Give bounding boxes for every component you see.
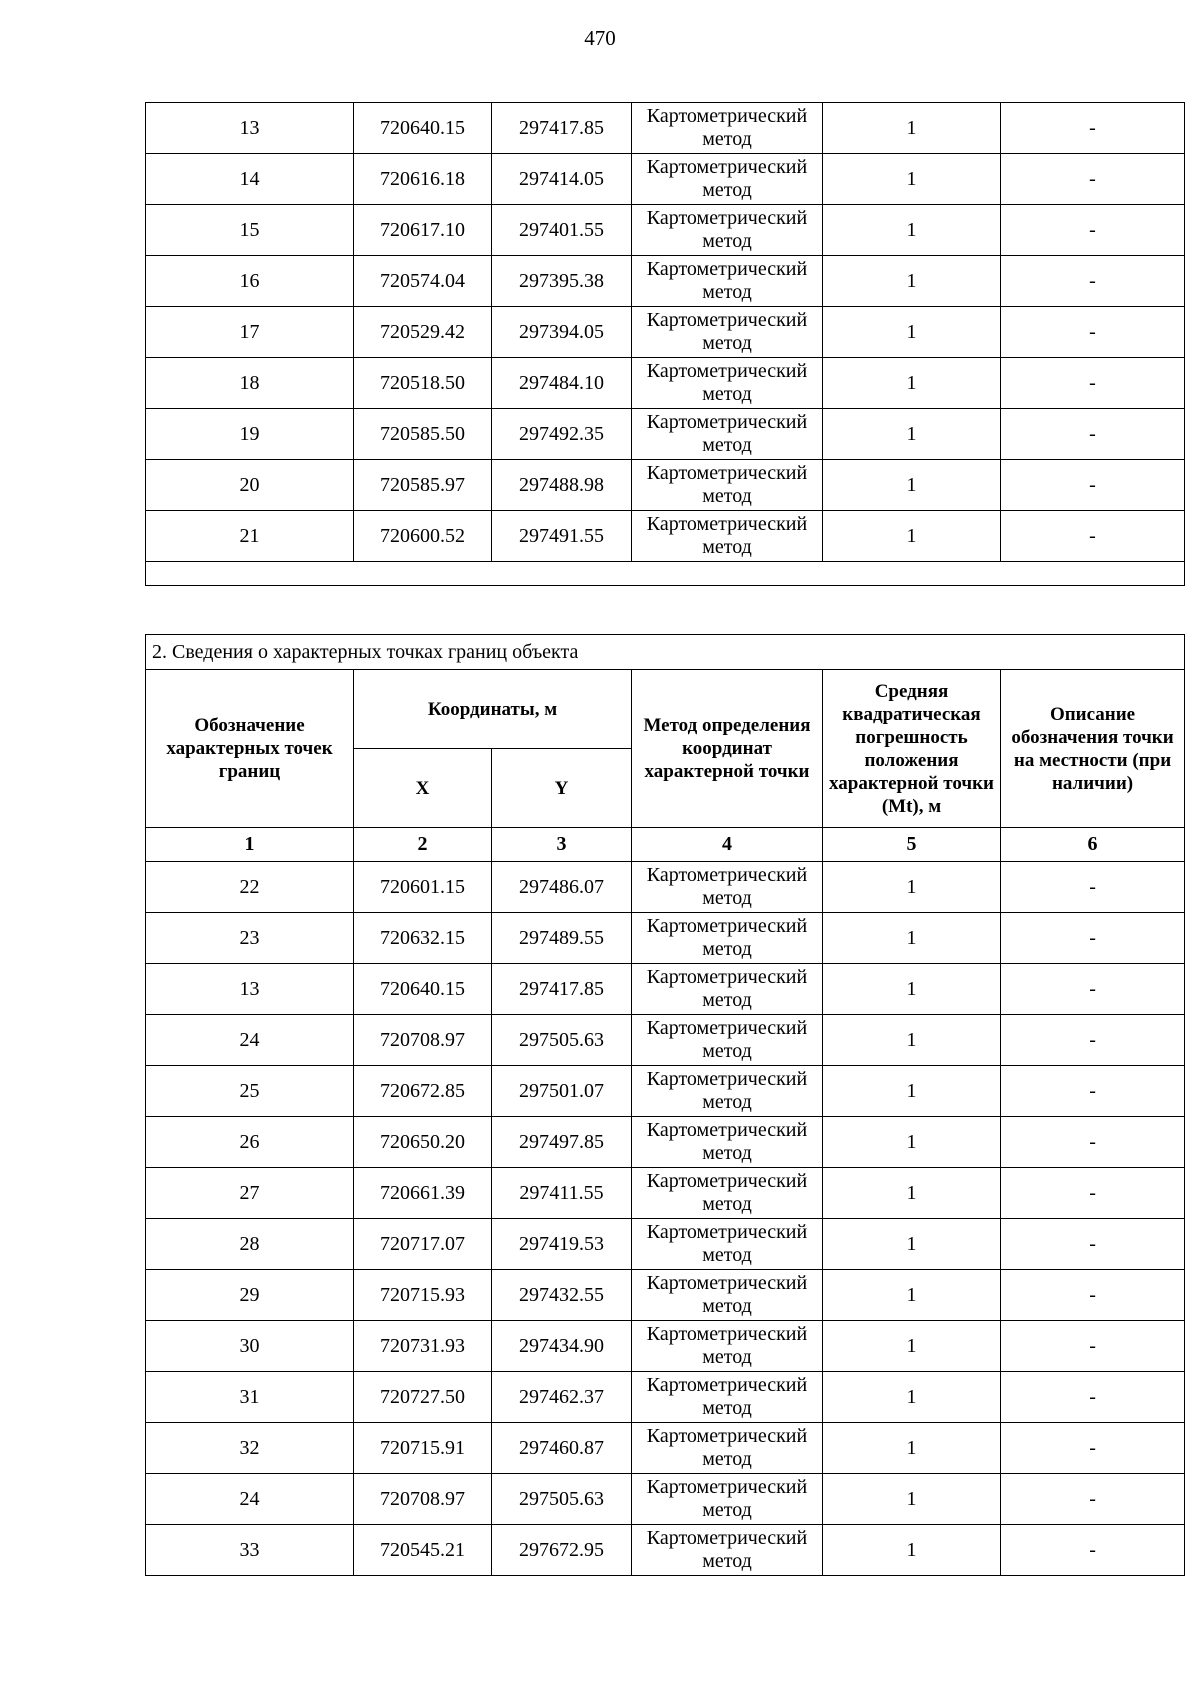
- cell-x: 720601.15: [354, 862, 492, 913]
- table-row: [146, 1066, 1185, 1117]
- cell-description: -: [1001, 964, 1185, 1015]
- cell-x: 720715.91: [354, 1423, 492, 1474]
- cell-description: -: [1001, 1474, 1185, 1525]
- table-row: [146, 1423, 1185, 1474]
- header-mt: Средняя квадратическая погрешность положения характерной точки (Mt), м: [823, 670, 1001, 828]
- cell-mt: 1: [823, 307, 1001, 358]
- table-row: [146, 1015, 1185, 1066]
- cell-method: Картометрический метод: [632, 1474, 823, 1525]
- cell-method: Картометрический метод: [632, 913, 823, 964]
- cell-y: 297414.05: [492, 154, 632, 205]
- cell-description: -: [1001, 1015, 1185, 1066]
- cell-method: Картометрический метод: [632, 1321, 823, 1372]
- cell-y: 297434.90: [492, 1321, 632, 1372]
- cell-point: 30: [146, 1321, 354, 1372]
- cell-x: 720585.50: [354, 409, 492, 460]
- column-number: 1: [146, 828, 354, 862]
- cell-x: 720616.18: [354, 154, 492, 205]
- cell-point: 24: [146, 1474, 354, 1525]
- cell-x: 720574.04: [354, 256, 492, 307]
- cell-y: 297505.63: [492, 1015, 632, 1066]
- cell-y: 297497.85: [492, 1117, 632, 1168]
- cell-x: 720585.97: [354, 460, 492, 511]
- cell-method: Картометрический метод: [632, 256, 823, 307]
- cell-x: 720640.15: [354, 964, 492, 1015]
- cell-method: Картометрический метод: [632, 511, 823, 562]
- cell-x: 720650.20: [354, 1117, 492, 1168]
- cell-x: 720617.10: [354, 205, 492, 256]
- cell-y: 297394.05: [492, 307, 632, 358]
- column-number: 6: [1001, 828, 1185, 862]
- cell-description: -: [1001, 1117, 1185, 1168]
- cell-method: Картометрический метод: [632, 460, 823, 511]
- cell-description: -: [1001, 154, 1185, 205]
- table-row: [146, 1270, 1185, 1321]
- cell-method: Картометрический метод: [632, 1219, 823, 1270]
- table-row: [146, 1372, 1185, 1423]
- empty-row: [146, 562, 1185, 586]
- cell-x: 720600.52: [354, 511, 492, 562]
- page-number: 470: [584, 26, 616, 50]
- cell-description: -: [1001, 1372, 1185, 1423]
- boundary-points-table: [145, 634, 1185, 1576]
- cell-mt: 1: [823, 862, 1001, 913]
- cell-description: -: [1001, 103, 1185, 154]
- cell-description: -: [1001, 1423, 1185, 1474]
- cell-point: 22: [146, 862, 354, 913]
- cell-mt: 1: [823, 1219, 1001, 1270]
- cell-point: 16: [146, 256, 354, 307]
- cell-method: Картометрический метод: [632, 1270, 823, 1321]
- cell-x: 720717.07: [354, 1219, 492, 1270]
- cell-x: 720661.39: [354, 1168, 492, 1219]
- cell-point: 28: [146, 1219, 354, 1270]
- cell-point: 21: [146, 511, 354, 562]
- cell-y: 297462.37: [492, 1372, 632, 1423]
- cell-mt: 1: [823, 1168, 1001, 1219]
- cell-mt: 1: [823, 964, 1001, 1015]
- cell-point: 20: [146, 460, 354, 511]
- cell-x: 720708.97: [354, 1474, 492, 1525]
- cell-point: 13: [146, 964, 354, 1015]
- cell-point: 32: [146, 1423, 354, 1474]
- section-title: 2. Сведения о характерных точках границ объекта: [146, 635, 1185, 670]
- table-row: [146, 1117, 1185, 1168]
- cell-y: 297460.87: [492, 1423, 632, 1474]
- cell-description: -: [1001, 205, 1185, 256]
- cell-y: 297419.53: [492, 1219, 632, 1270]
- column-number: 3: [492, 828, 632, 862]
- cell-x: 720731.93: [354, 1321, 492, 1372]
- cell-description: -: [1001, 913, 1185, 964]
- cell-mt: 1: [823, 154, 1001, 205]
- cell-mt: 1: [823, 1015, 1001, 1066]
- cell-mt: 1: [823, 409, 1001, 460]
- cell-y: 297488.98: [492, 460, 632, 511]
- cell-method: Картометрический метод: [632, 1117, 823, 1168]
- table-row: [146, 256, 1185, 307]
- table-row: [146, 1168, 1185, 1219]
- table-row: [146, 862, 1185, 913]
- cell-method: Картометрический метод: [632, 1372, 823, 1423]
- cell-x: 720632.15: [354, 913, 492, 964]
- table-row: [146, 1525, 1185, 1576]
- cell-y: 297492.35: [492, 409, 632, 460]
- cell-y: 297489.55: [492, 913, 632, 964]
- table-row: [146, 103, 1185, 154]
- header-method: Метод определения координат характерной точки: [632, 670, 823, 828]
- table-row: [146, 511, 1185, 562]
- header-description: Описание обозначения точки на местности (при наличии): [1001, 670, 1185, 828]
- column-number: 4: [632, 828, 823, 862]
- cell-mt: 1: [823, 1372, 1001, 1423]
- table-row: [146, 460, 1185, 511]
- cell-description: -: [1001, 256, 1185, 307]
- cell-point: 29: [146, 1270, 354, 1321]
- cell-method: Картометрический метод: [632, 1525, 823, 1576]
- empty-cell: [146, 562, 1185, 586]
- cell-x: 720518.50: [354, 358, 492, 409]
- cell-description: -: [1001, 1525, 1185, 1576]
- table-row: [146, 1219, 1185, 1270]
- cell-mt: 1: [823, 913, 1001, 964]
- column-number: 5: [823, 828, 1001, 862]
- table-row: [146, 307, 1185, 358]
- cell-method: Картометрический метод: [632, 862, 823, 913]
- cell-mt: 1: [823, 511, 1001, 562]
- table-row: [146, 1321, 1185, 1372]
- cell-method: Картометрический метод: [632, 1015, 823, 1066]
- cell-mt: 1: [823, 1321, 1001, 1372]
- cell-description: -: [1001, 1219, 1185, 1270]
- cell-method: Картометрический метод: [632, 307, 823, 358]
- cell-point: 25: [146, 1066, 354, 1117]
- cell-method: Картометрический метод: [632, 1168, 823, 1219]
- cell-point: 15: [146, 205, 354, 256]
- cell-point: 23: [146, 913, 354, 964]
- header-y: Y: [492, 749, 632, 828]
- cell-point: 14: [146, 154, 354, 205]
- table1-body: [146, 103, 1185, 586]
- cell-point: 26: [146, 1117, 354, 1168]
- table-row: [146, 913, 1185, 964]
- cell-y: 297501.07: [492, 1066, 632, 1117]
- cell-description: -: [1001, 358, 1185, 409]
- cell-mt: 1: [823, 1525, 1001, 1576]
- cell-y: 297411.55: [492, 1168, 632, 1219]
- cell-mt: 1: [823, 358, 1001, 409]
- cell-point: 33: [146, 1525, 354, 1576]
- cell-mt: 1: [823, 103, 1001, 154]
- cell-x: 720672.85: [354, 1066, 492, 1117]
- cell-x: 720529.42: [354, 307, 492, 358]
- header-point: Обозначение характерных точек границ: [146, 670, 354, 828]
- cell-method: Картометрический метод: [632, 103, 823, 154]
- cell-point: 31: [146, 1372, 354, 1423]
- cell-point: 19: [146, 409, 354, 460]
- cell-point: 13: [146, 103, 354, 154]
- cell-description: -: [1001, 1270, 1185, 1321]
- cell-method: Картометрический метод: [632, 964, 823, 1015]
- cell-point: 27: [146, 1168, 354, 1219]
- cell-description: -: [1001, 511, 1185, 562]
- cell-method: Картометрический метод: [632, 1066, 823, 1117]
- table-row: [146, 409, 1185, 460]
- table-row: [146, 1474, 1185, 1525]
- cell-y: 297486.07: [492, 862, 632, 913]
- cell-mt: 1: [823, 460, 1001, 511]
- cell-mt: 1: [823, 1474, 1001, 1525]
- cell-description: -: [1001, 409, 1185, 460]
- cell-y: 297491.55: [492, 511, 632, 562]
- cell-x: 720708.97: [354, 1015, 492, 1066]
- cell-point: 24: [146, 1015, 354, 1066]
- cell-y: 297505.63: [492, 1474, 632, 1525]
- table-row: [146, 205, 1185, 256]
- cell-point: 18: [146, 358, 354, 409]
- cell-y: 297417.85: [492, 103, 632, 154]
- cell-mt: 1: [823, 1423, 1001, 1474]
- cell-method: Картометрический метод: [632, 358, 823, 409]
- cell-description: -: [1001, 1168, 1185, 1219]
- cell-method: Картометрический метод: [632, 154, 823, 205]
- cell-description: -: [1001, 862, 1185, 913]
- cell-y: 297672.95: [492, 1525, 632, 1576]
- column-number: 2: [354, 828, 492, 862]
- cell-description: -: [1001, 307, 1185, 358]
- cell-mt: 1: [823, 1117, 1001, 1168]
- cell-mt: 1: [823, 1270, 1001, 1321]
- cell-y: 297395.38: [492, 256, 632, 307]
- cell-point: 17: [146, 307, 354, 358]
- table2-body: [146, 862, 1185, 1576]
- header-x: X: [354, 749, 492, 828]
- cell-y: 297401.55: [492, 205, 632, 256]
- cell-y: 297432.55: [492, 1270, 632, 1321]
- cell-x: 720715.93: [354, 1270, 492, 1321]
- cell-x: 720640.15: [354, 103, 492, 154]
- cell-y: 297484.10: [492, 358, 632, 409]
- cell-description: -: [1001, 1321, 1185, 1372]
- cell-y: 297417.85: [492, 964, 632, 1015]
- cell-method: Картометрический метод: [632, 205, 823, 256]
- cell-method: Картометрический метод: [632, 1423, 823, 1474]
- table-row: [146, 358, 1185, 409]
- table-row: [146, 964, 1185, 1015]
- cell-mt: 1: [823, 1066, 1001, 1117]
- cell-description: -: [1001, 1066, 1185, 1117]
- cell-x: 720727.50: [354, 1372, 492, 1423]
- cell-mt: 1: [823, 205, 1001, 256]
- cell-description: -: [1001, 460, 1185, 511]
- header-coordinates: Координаты, м: [354, 670, 632, 749]
- cell-method: Картометрический метод: [632, 409, 823, 460]
- boundary-points-table-continued: [145, 102, 1185, 586]
- cell-mt: 1: [823, 256, 1001, 307]
- table-row: [146, 154, 1185, 205]
- cell-x: 720545.21: [354, 1525, 492, 1576]
